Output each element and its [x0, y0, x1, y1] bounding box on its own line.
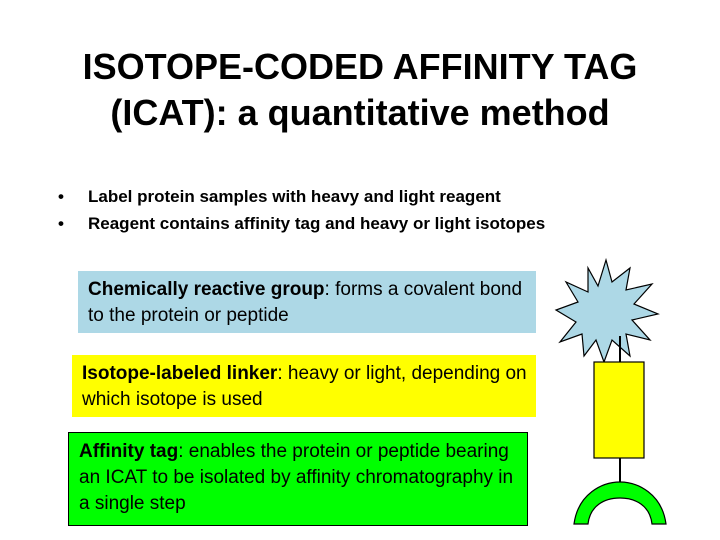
bullet-marker: • [58, 187, 64, 206]
reactive-group-description: : forms a covalent bond to the protein or peptide [88, 279, 523, 326]
bullet-marker: • [58, 214, 64, 233]
bullet-text: Reagent contains affinity tag and heavy or light isotopes [88, 214, 546, 233]
reactive-group-burst-icon [556, 260, 658, 362]
bullet-text: Label protein samples with heavy and light reagent [88, 187, 501, 206]
reactive-group-term: Chemically reactive group [88, 279, 325, 300]
affinity-tag-term: Affinity tag [79, 441, 179, 462]
title-line-1: ISOTOPE-CODED AFFINITY TAG [82, 46, 638, 87]
affinity-tag-arc-icon [574, 482, 666, 524]
affinity-tag-description: : enables the protein or peptide bearing an ICAT to be isolated by affinity chromatography in a single step [79, 441, 514, 514]
isotope-linker-term: Isotope-labeled linker [82, 363, 278, 384]
isotope-linker-rect [594, 362, 644, 458]
isotope-linker-description: : heavy or light, depending on which isotope is used [82, 363, 527, 410]
title-line-2: (ICAT): a quantitative method [110, 92, 610, 133]
